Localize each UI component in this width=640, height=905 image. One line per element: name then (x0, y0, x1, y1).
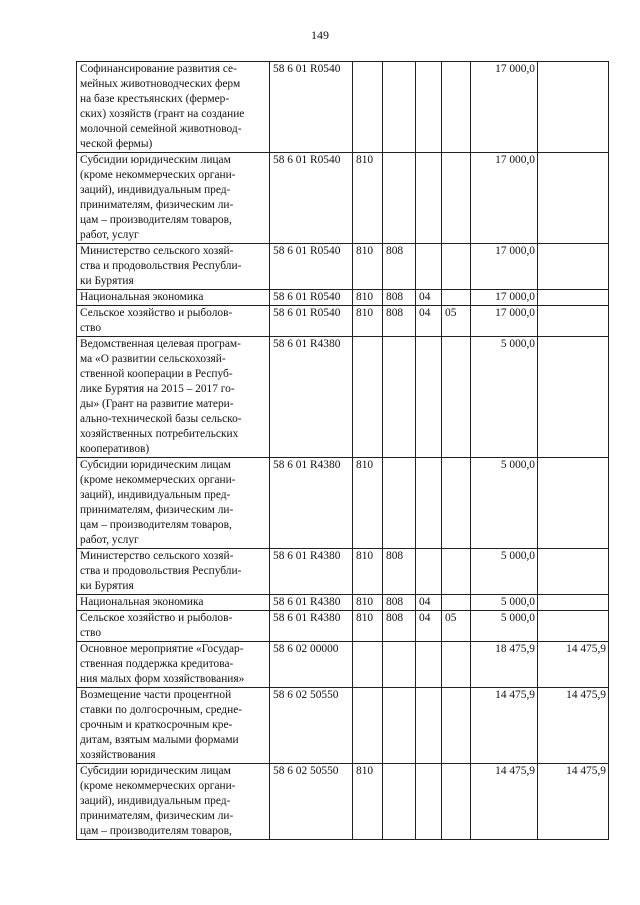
cell-amount: 5 000,0 (471, 595, 538, 611)
cell-subsection (442, 290, 471, 306)
cell-amount-federal (538, 290, 609, 306)
cell-name: Министерство сельского хозяй- ства и продовольствия Республи- ки Бурятия (77, 244, 270, 290)
cell-target-code: 58 6 01 R0540 (270, 62, 353, 153)
cell-expense-type: 810 (353, 611, 383, 642)
table-row (77, 306, 609, 337)
cell-expense-type: 810 (353, 290, 383, 306)
cell-section: 04 (416, 595, 442, 611)
cell-name: Основное мероприятие «Государ- ственная поддержка кредитова- ния малых форм хозяйствования» (77, 642, 270, 688)
cell-amount-federal (538, 458, 609, 549)
page-number: 149 (311, 28, 329, 42)
cell-section (416, 688, 442, 764)
cell-ministry-code: 808 (383, 306, 416, 337)
cell-amount: 5 000,0 (471, 337, 538, 458)
cell-target-code: 58 6 02 50550 (270, 764, 353, 840)
cell-subsection (442, 458, 471, 549)
table-row (77, 611, 609, 642)
cell-expense-type: 810 (353, 306, 383, 337)
table-row (77, 549, 609, 595)
cell-ministry-code (383, 153, 416, 244)
cell-amount: 17 000,0 (471, 306, 538, 337)
cell-target-code: 58 6 01 R4380 (270, 549, 353, 595)
cell-amount-federal: 14 475,9 (538, 642, 609, 688)
cell-amount: 17 000,0 (471, 244, 538, 290)
cell-ministry-code: 808 (383, 549, 416, 595)
cell-name: Софинансирование развития се- мейных животноводческих ферм на базе крестьянских (фермер- ских) хозяйств (грант на создание молочной семейной животновод- ческой фермы) (77, 62, 270, 153)
cell-target-code: 58 6 01 R4380 (270, 337, 353, 458)
cell-ministry-code: 808 (383, 611, 416, 642)
cell-amount-federal (538, 306, 609, 337)
cell-target-code: 58 6 01 R0540 (270, 153, 353, 244)
cell-name: Национальная экономика (77, 290, 270, 306)
cell-amount: 17 000,0 (471, 62, 538, 153)
cell-target-code: 58 6 01 R4380 (270, 595, 353, 611)
cell-amount-federal: 14 475,9 (538, 688, 609, 764)
cell-name: Сельское хозяйство и рыболов- ство (77, 611, 270, 642)
cell-target-code: 58 6 02 00000 (270, 642, 353, 688)
cell-name: Субсидии юридическим лицам (кроме некоммерческих органи- заций), индивидуальным пред- принимателям, физическим ли- цам – производителям товаров, работ, услуг (77, 153, 270, 244)
cell-section (416, 244, 442, 290)
cell-name: Ведомственная целевая програм- ма «О развитии сельскохозяй- ственной кооперации в Респуб- лике Бурятия на 2015 – 2017 го- ды» (Грант на развитие матери- ально-технической базы сельско- хозяйственных потребительских кооперативов) (77, 337, 270, 458)
cell-subsection (442, 688, 471, 764)
cell-subsection: 05 (442, 611, 471, 642)
cell-expense-type (353, 337, 383, 458)
cell-name: Субсидии юридическим лицам (кроме некоммерческих органи- заций), индивидуальным пред- принимателям, физическим ли- цам – производителям товаров, работ, услуг (77, 458, 270, 549)
cell-expense-type: 810 (353, 153, 383, 244)
cell-expense-type (353, 62, 383, 153)
cell-section: 04 (416, 611, 442, 642)
cell-amount: 5 000,0 (471, 611, 538, 642)
cell-target-code: 58 6 01 R4380 (270, 611, 353, 642)
cell-subsection (442, 62, 471, 153)
cell-amount: 17 000,0 (471, 290, 538, 306)
cell-amount: 14 475,9 (471, 764, 538, 840)
cell-name: Сельское хозяйство и рыболов- ство (77, 306, 270, 337)
cell-ministry-code (383, 764, 416, 840)
cell-target-code: 58 6 01 R4380 (270, 458, 353, 549)
cell-expense-type: 810 (353, 458, 383, 549)
cell-ministry-code (383, 688, 416, 764)
cell-ministry-code (383, 337, 416, 458)
cell-section: 04 (416, 290, 442, 306)
cell-expense-type: 810 (353, 549, 383, 595)
cell-amount-federal (538, 337, 609, 458)
table-row (77, 595, 609, 611)
cell-expense-type (353, 642, 383, 688)
cell-target-code: 58 6 01 R0540 (270, 244, 353, 290)
cell-subsection (442, 595, 471, 611)
cell-subsection (442, 642, 471, 688)
cell-target-code: 58 6 01 R0540 (270, 290, 353, 306)
cell-name: Министерство сельского хозяй- ства и продовольствия Республи- ки Бурятия (77, 549, 270, 595)
cell-target-code: 58 6 01 R0540 (270, 306, 353, 337)
cell-amount: 14 475,9 (471, 688, 538, 764)
cell-ministry-code: 808 (383, 595, 416, 611)
cell-expense-type: 810 (353, 595, 383, 611)
cell-section (416, 153, 442, 244)
cell-amount-federal (538, 549, 609, 595)
table-row (77, 458, 609, 549)
cell-subsection (442, 244, 471, 290)
cell-ministry-code (383, 642, 416, 688)
cell-section (416, 642, 442, 688)
cell-ministry-code (383, 458, 416, 549)
table-row (77, 153, 609, 244)
cell-amount: 18 475,9 (471, 642, 538, 688)
cell-section (416, 764, 442, 840)
cell-amount: 5 000,0 (471, 458, 538, 549)
cell-expense-type: 810 (353, 764, 383, 840)
cell-amount-federal (538, 595, 609, 611)
cell-subsection (442, 153, 471, 244)
cell-amount-federal (538, 611, 609, 642)
cell-subsection: 05 (442, 306, 471, 337)
cell-target-code: 58 6 02 50550 (270, 688, 353, 764)
cell-section (416, 549, 442, 595)
table-body (77, 62, 609, 840)
cell-expense-type (353, 688, 383, 764)
cell-expense-type: 810 (353, 244, 383, 290)
table-row (77, 62, 609, 153)
cell-name: Субсидии юридическим лицам (кроме некоммерческих органи- заций), индивидуальным пред- принимателям, физическим ли- цам – производителям товаров, (77, 764, 270, 840)
cell-section (416, 458, 442, 549)
cell-section (416, 62, 442, 153)
cell-amount-federal: 14 475,9 (538, 764, 609, 840)
cell-section: 04 (416, 306, 442, 337)
cell-amount-federal (538, 153, 609, 244)
cell-section (416, 337, 442, 458)
cell-name: Национальная экономика (77, 595, 270, 611)
cell-ministry-code: 808 (383, 244, 416, 290)
cell-subsection (442, 337, 471, 458)
cell-amount-federal (538, 244, 609, 290)
budget-table (76, 61, 609, 840)
cell-amount: 17 000,0 (471, 153, 538, 244)
cell-amount-federal (538, 62, 609, 153)
cell-subsection (442, 549, 471, 595)
table-row (77, 764, 609, 840)
cell-ministry-code: 808 (383, 290, 416, 306)
table-row (77, 337, 609, 458)
cell-amount: 5 000,0 (471, 549, 538, 595)
table-row (77, 244, 609, 290)
cell-name: Возмещение части процентной ставки по долгосрочным, средне- срочным и краткосрочным кре- дитам, взятым малыми формами хозяйствования (77, 688, 270, 764)
cell-ministry-code (383, 62, 416, 153)
cell-subsection (442, 764, 471, 840)
table-row (77, 290, 609, 306)
table-row (77, 688, 609, 764)
table-row (77, 642, 609, 688)
